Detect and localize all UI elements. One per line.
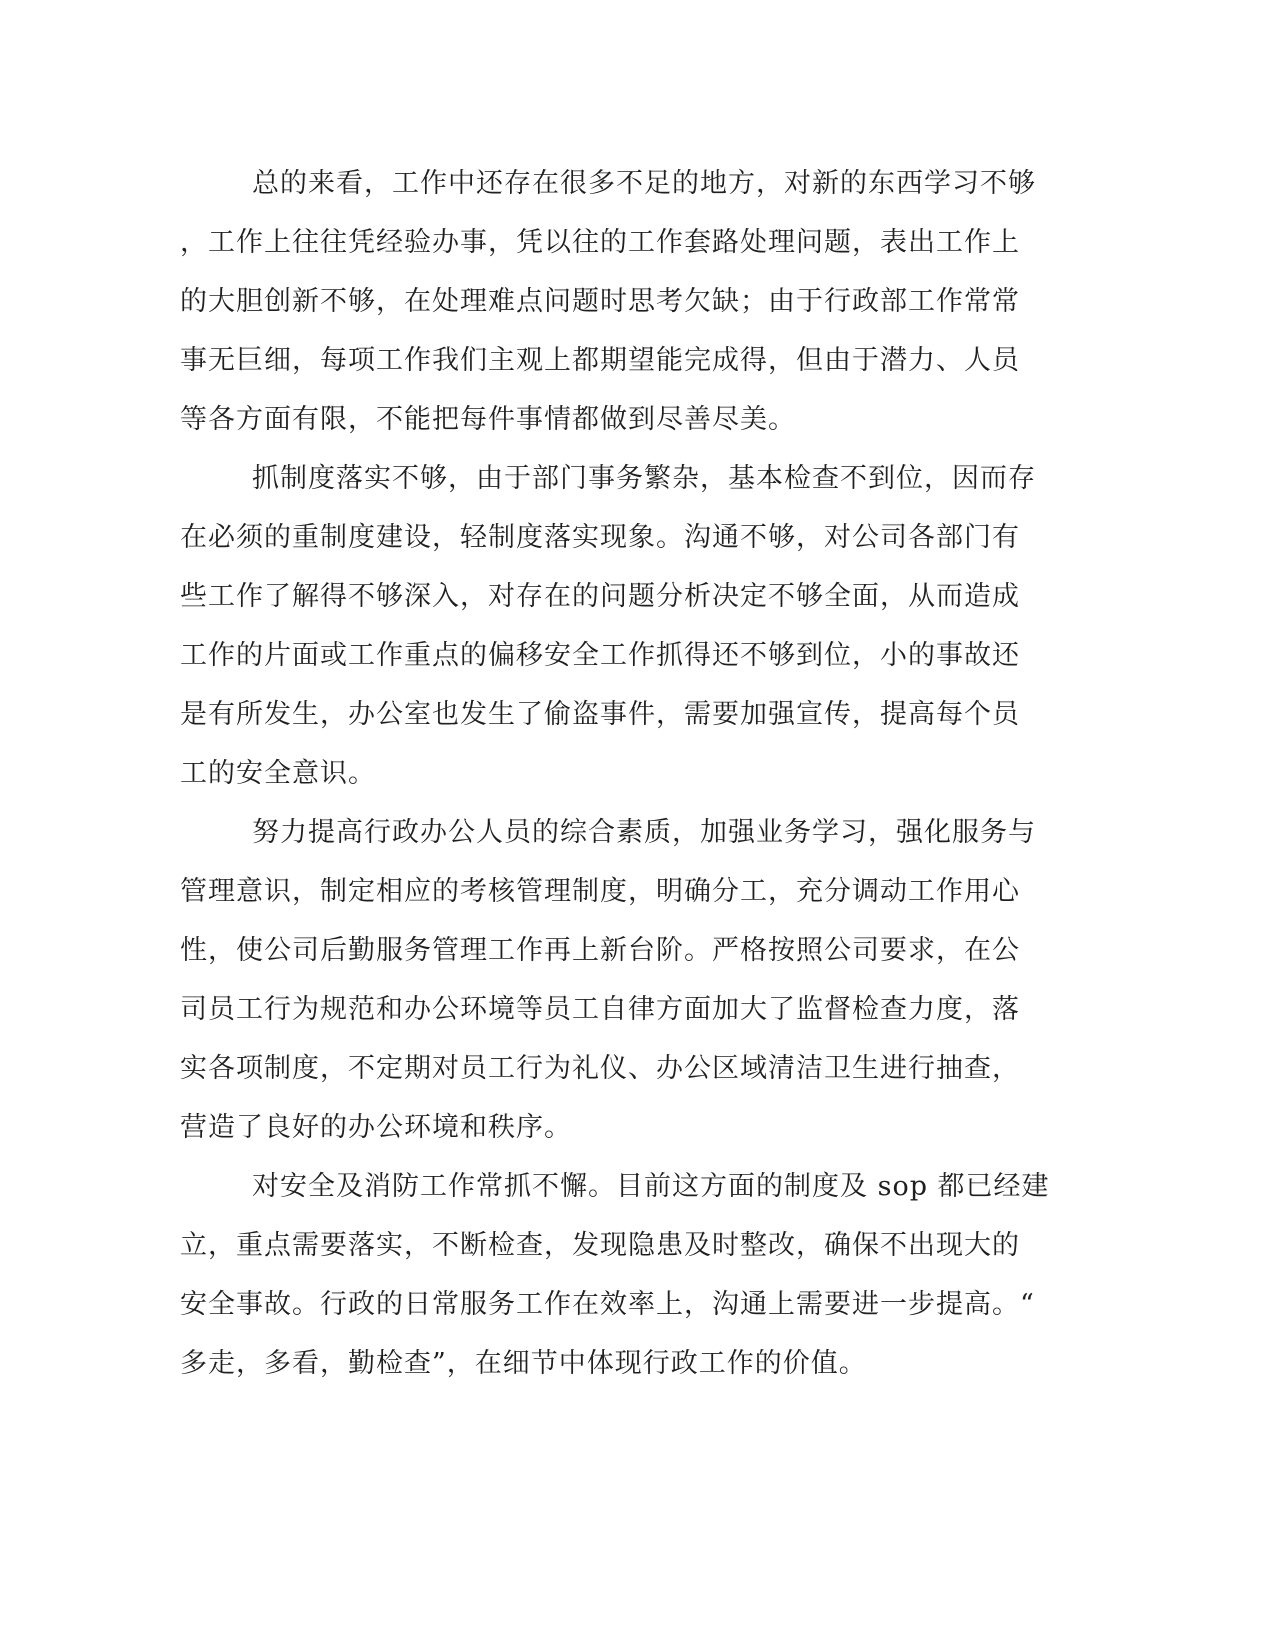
paragraph-line: 在必须的重制度建设，轻制度落实现象。沟通不够，对公司各部门有 — [180, 522, 1020, 553]
paragraph-line: 司员工行为规范和办公环境等员工自律方面加大了监督检查力度，落 — [180, 994, 1020, 1025]
paragraph-line: 的大胆创新不够，在处理难点问题时思考欠缺；由于行政部工作常常 — [180, 286, 1020, 317]
paragraph-line: 总的来看，工作中还存在很多不足的地方，对新的东西学习不够 — [252, 168, 1036, 199]
paragraph-line: 安全事故。行政的日常服务工作在效率上，沟通上需要进一步提高。“ — [180, 1289, 1035, 1320]
paragraph-2 — [180, 449, 1036, 803]
paragraph-line: 工作的片面或工作重点的偏移安全工作抓得还不够到位，小的事故还 — [180, 640, 1020, 671]
paragraph-3 — [180, 803, 1036, 1157]
paragraph-4 — [180, 1157, 1050, 1393]
paragraph-line: 营造了良好的办公环境和秩序。 — [180, 1112, 572, 1143]
paragraph-line: 工的安全意识。 — [180, 758, 376, 789]
paragraph-line: ，工作上往往凭经验办事，凭以往的工作套路处理问题，表出工作上 — [180, 227, 1020, 258]
paragraph-1 — [180, 154, 1036, 449]
paragraph-line: 些工作了解得不够深入，对存在的问题分析决定不够全面，从而造成 — [180, 581, 1020, 612]
paragraph-line: 事无巨细，每项工作我们主观上都期望能完成得，但由于潜力、人员 — [180, 345, 1020, 376]
paragraph-line: 是有所发生，办公室也发生了偷盗事件，需要加强宣传，提高每个员 — [180, 699, 1020, 730]
paragraph-line: 多走，多看，勤检查”，在细节中体现行政工作的价值。 — [180, 1348, 867, 1379]
paragraph-line: 等各方面有限，不能把每件事情都做到尽善尽美。 — [180, 404, 796, 435]
document-body — [180, 154, 1050, 1393]
paragraph-line: 立，重点需要落实，不断检查，发现隐患及时整改，确保不出现大的 — [180, 1230, 1020, 1261]
paragraph-line: 对安全及消防工作常抓不懈。目前这方面的制度及 sop 都已经建 — [252, 1171, 1050, 1202]
paragraph-line: 管理意识，制定相应的考核管理制度，明确分工，充分调动工作用心 — [180, 876, 1020, 907]
paragraph-line: 努力提高行政办公人员的综合素质，加强业务学习，强化服务与 — [252, 817, 1036, 848]
paragraph-line: 实各项制度，不定期对员工行为礼仪、办公区域清洁卫生进行抽查， — [180, 1053, 1020, 1084]
paragraph-line: 性，使公司后勤服务管理工作再上新台阶。严格按照公司要求，在公 — [180, 935, 1020, 966]
paragraph-line: 抓制度落实不够，由于部门事务繁杂，基本检查不到位，因而存 — [252, 463, 1036, 494]
